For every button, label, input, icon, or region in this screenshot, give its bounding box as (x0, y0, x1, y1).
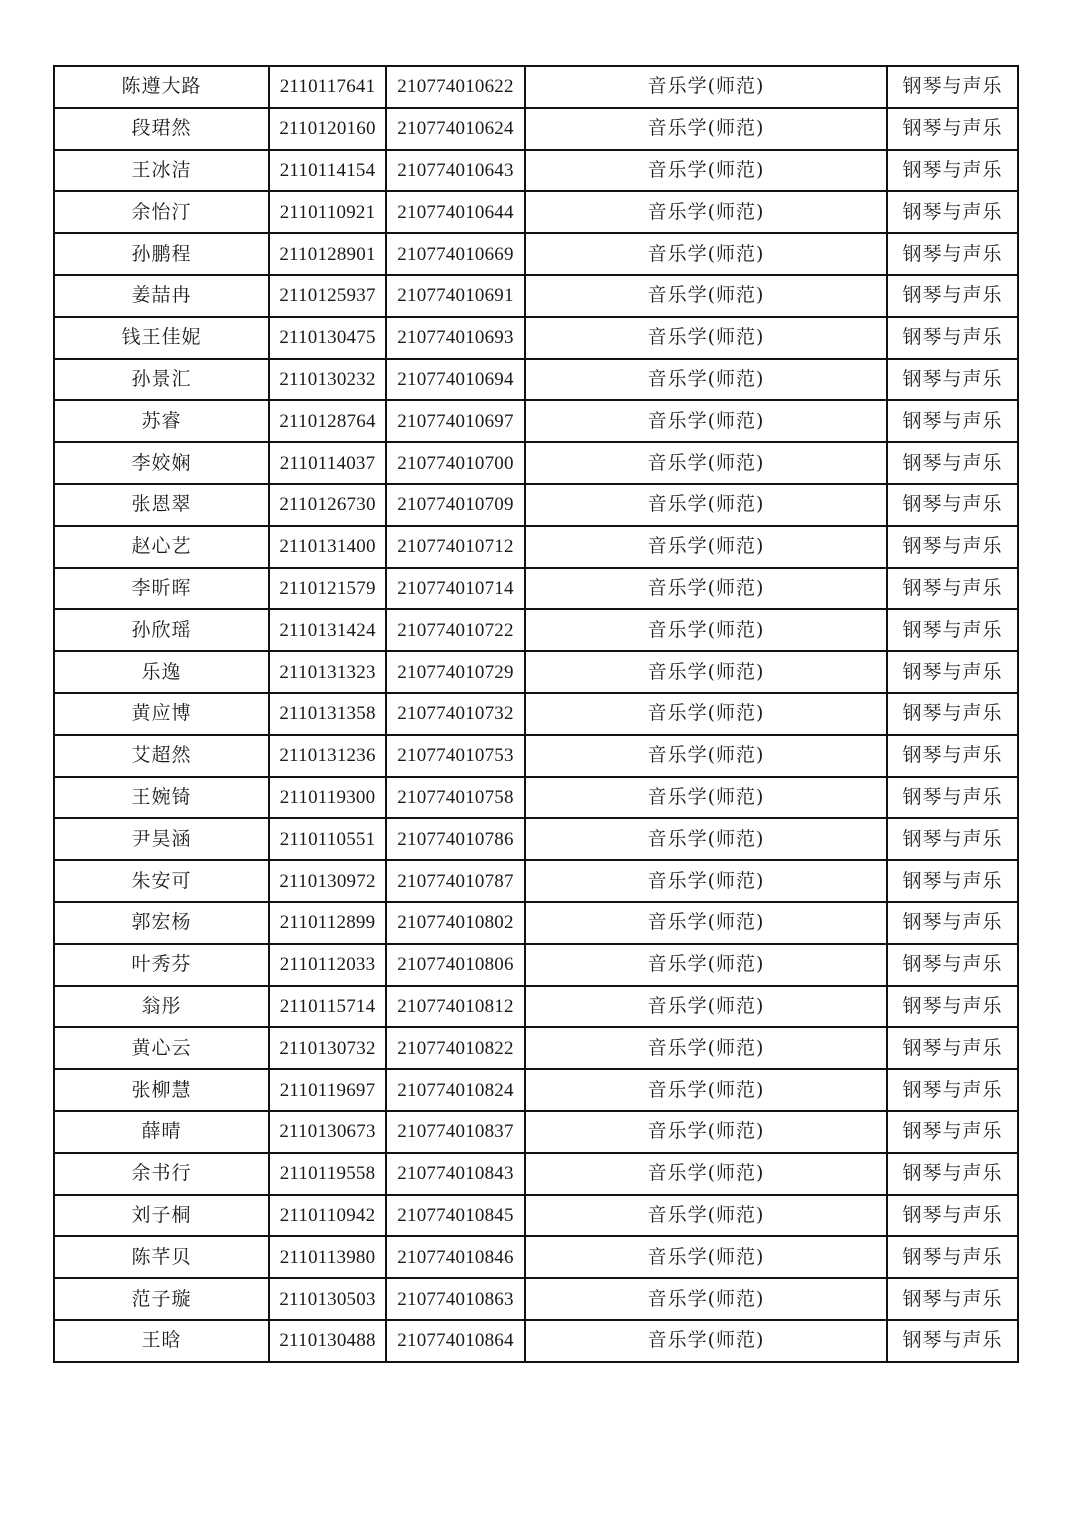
major-cell: 音乐学(师范) (525, 484, 887, 526)
exam-number-cell: 2110115714 (269, 986, 386, 1028)
table-row (54, 317, 1018, 359)
student-name-cell: 段珺然 (54, 108, 269, 150)
student-name-cell: 尹昊涵 (54, 818, 269, 860)
candidate-number-cell: 210774010732 (386, 693, 525, 735)
direction-cell: 钢琴与声乐 (887, 191, 1018, 233)
student-name-cell: 朱安可 (54, 860, 269, 902)
major-cell: 音乐学(师范) (525, 1195, 887, 1237)
major-cell: 音乐学(师范) (525, 526, 887, 568)
candidate-number-cell: 210774010697 (386, 400, 525, 442)
direction-cell: 钢琴与声乐 (887, 651, 1018, 693)
table-row (54, 568, 1018, 610)
direction-cell: 钢琴与声乐 (887, 233, 1018, 275)
direction-cell: 钢琴与声乐 (887, 400, 1018, 442)
direction-cell: 钢琴与声乐 (887, 1027, 1018, 1069)
exam-number-cell: 2110130673 (269, 1111, 386, 1153)
candidate-number-cell: 210774010864 (386, 1320, 525, 1362)
direction-cell: 钢琴与声乐 (887, 735, 1018, 777)
direction-cell: 钢琴与声乐 (887, 1320, 1018, 1362)
major-cell: 音乐学(师范) (525, 66, 887, 108)
student-name-cell: 范子璇 (54, 1278, 269, 1320)
candidate-number-cell: 210774010622 (386, 66, 525, 108)
major-cell: 音乐学(师范) (525, 902, 887, 944)
table-row (54, 1236, 1018, 1278)
direction-cell: 钢琴与声乐 (887, 66, 1018, 108)
major-cell: 音乐学(师范) (525, 1236, 887, 1278)
candidate-number-cell: 210774010837 (386, 1111, 525, 1153)
exam-number-cell: 2110128901 (269, 233, 386, 275)
candidate-number-cell: 210774010863 (386, 1278, 525, 1320)
student-name-cell: 艾超然 (54, 735, 269, 777)
table-row (54, 1027, 1018, 1069)
student-name-cell: 苏睿 (54, 400, 269, 442)
direction-cell: 钢琴与声乐 (887, 777, 1018, 819)
major-cell: 音乐学(师范) (525, 568, 887, 610)
candidate-number-cell: 210774010824 (386, 1069, 525, 1111)
candidate-number-cell: 210774010694 (386, 359, 525, 401)
direction-cell: 钢琴与声乐 (887, 860, 1018, 902)
major-cell: 音乐学(师范) (525, 1278, 887, 1320)
student-name-cell: 郭宏杨 (54, 902, 269, 944)
exam-number-cell: 2110114154 (269, 150, 386, 192)
table-row (54, 359, 1018, 401)
direction-cell: 钢琴与声乐 (887, 1236, 1018, 1278)
table-row (54, 1111, 1018, 1153)
major-cell: 音乐学(师范) (525, 777, 887, 819)
exam-number-cell: 2110131323 (269, 651, 386, 693)
candidate-number-cell: 210774010714 (386, 568, 525, 610)
major-cell: 音乐学(师范) (525, 442, 887, 484)
table-row (54, 944, 1018, 986)
student-name-cell: 王晗 (54, 1320, 269, 1362)
direction-cell: 钢琴与声乐 (887, 359, 1018, 401)
student-name-cell: 刘子桐 (54, 1195, 269, 1237)
exam-number-cell: 2110120160 (269, 108, 386, 150)
exam-number-cell: 2110110921 (269, 191, 386, 233)
table-row (54, 693, 1018, 735)
candidate-number-cell: 210774010758 (386, 777, 525, 819)
major-cell: 音乐学(师范) (525, 735, 887, 777)
candidate-number-cell: 210774010700 (386, 442, 525, 484)
exam-number-cell: 2110130503 (269, 1278, 386, 1320)
major-cell: 音乐学(师范) (525, 108, 887, 150)
direction-cell: 钢琴与声乐 (887, 1153, 1018, 1195)
direction-cell: 钢琴与声乐 (887, 609, 1018, 651)
exam-number-cell: 2110130475 (269, 317, 386, 359)
candidate-number-cell: 210774010729 (386, 651, 525, 693)
table-row (54, 902, 1018, 944)
major-cell: 音乐学(师范) (525, 359, 887, 401)
table-row (54, 986, 1018, 1028)
student-name-cell: 孙景汇 (54, 359, 269, 401)
table-row (54, 150, 1018, 192)
major-cell: 音乐学(师范) (525, 233, 887, 275)
student-name-cell: 薛晴 (54, 1111, 269, 1153)
document-page (53, 65, 1017, 1363)
table-row (54, 609, 1018, 651)
table-row (54, 275, 1018, 317)
table-row (54, 400, 1018, 442)
major-cell: 音乐学(师范) (525, 986, 887, 1028)
student-name-cell: 赵心艺 (54, 526, 269, 568)
candidate-number-cell: 210774010843 (386, 1153, 525, 1195)
candidate-number-cell: 210774010691 (386, 275, 525, 317)
direction-cell: 钢琴与声乐 (887, 484, 1018, 526)
student-name-cell: 陈芊贝 (54, 1236, 269, 1278)
student-name-cell: 乐逸 (54, 651, 269, 693)
table-row (54, 1195, 1018, 1237)
candidate-number-cell: 210774010712 (386, 526, 525, 568)
candidate-number-cell: 210774010812 (386, 986, 525, 1028)
exam-number-cell: 2110128764 (269, 400, 386, 442)
table-row (54, 818, 1018, 860)
exam-number-cell: 2110110551 (269, 818, 386, 860)
candidate-number-cell: 210774010624 (386, 108, 525, 150)
direction-cell: 钢琴与声乐 (887, 526, 1018, 568)
direction-cell: 钢琴与声乐 (887, 693, 1018, 735)
exam-number-cell: 2110119697 (269, 1069, 386, 1111)
direction-cell: 钢琴与声乐 (887, 442, 1018, 484)
student-name-cell: 陈遵大路 (54, 66, 269, 108)
direction-cell: 钢琴与声乐 (887, 568, 1018, 610)
exam-number-cell: 2110130488 (269, 1320, 386, 1362)
candidate-number-cell: 210774010753 (386, 735, 525, 777)
table-row (54, 191, 1018, 233)
major-cell: 音乐学(师范) (525, 150, 887, 192)
student-name-cell: 孙欣瑶 (54, 609, 269, 651)
student-name-cell: 余怡汀 (54, 191, 269, 233)
major-cell: 音乐学(师范) (525, 693, 887, 735)
direction-cell: 钢琴与声乐 (887, 944, 1018, 986)
major-cell: 音乐学(师范) (525, 1153, 887, 1195)
exam-number-cell: 2110130232 (269, 359, 386, 401)
candidate-number-cell: 210774010787 (386, 860, 525, 902)
major-cell: 音乐学(师范) (525, 818, 887, 860)
exam-number-cell: 2110131400 (269, 526, 386, 568)
exam-number-cell: 2110112033 (269, 944, 386, 986)
major-cell: 音乐学(师范) (525, 1027, 887, 1069)
exam-number-cell: 2110131236 (269, 735, 386, 777)
direction-cell: 钢琴与声乐 (887, 108, 1018, 150)
candidate-number-cell: 210774010644 (386, 191, 525, 233)
table-row (54, 484, 1018, 526)
table-row (54, 1153, 1018, 1195)
student-name-cell: 张恩翠 (54, 484, 269, 526)
major-cell: 音乐学(师范) (525, 1320, 887, 1362)
student-name-cell: 王冰洁 (54, 150, 269, 192)
student-name-cell: 黄应博 (54, 693, 269, 735)
major-cell: 音乐学(师范) (525, 191, 887, 233)
table-row (54, 233, 1018, 275)
candidate-number-cell: 210774010693 (386, 317, 525, 359)
table-row (54, 1278, 1018, 1320)
candidate-number-cell: 210774010669 (386, 233, 525, 275)
major-cell: 音乐学(师范) (525, 860, 887, 902)
table-row (54, 108, 1018, 150)
table-row (54, 1069, 1018, 1111)
student-name-cell: 黄心云 (54, 1027, 269, 1069)
exam-number-cell: 2110119558 (269, 1153, 386, 1195)
table-row (54, 860, 1018, 902)
major-cell: 音乐学(师范) (525, 1069, 887, 1111)
exam-number-cell: 2110117641 (269, 66, 386, 108)
direction-cell: 钢琴与声乐 (887, 150, 1018, 192)
candidate-number-cell: 210774010786 (386, 818, 525, 860)
table-body (54, 66, 1018, 1362)
student-name-cell: 孙鹏程 (54, 233, 269, 275)
major-cell: 音乐学(师范) (525, 275, 887, 317)
admission-list-table (53, 65, 1019, 1363)
exam-number-cell: 2110113980 (269, 1236, 386, 1278)
student-name-cell: 翁彤 (54, 986, 269, 1028)
student-name-cell: 钱王佳妮 (54, 317, 269, 359)
direction-cell: 钢琴与声乐 (887, 986, 1018, 1028)
candidate-number-cell: 210774010802 (386, 902, 525, 944)
exam-number-cell: 2110126730 (269, 484, 386, 526)
student-name-cell: 姜喆冉 (54, 275, 269, 317)
student-name-cell: 余书行 (54, 1153, 269, 1195)
candidate-number-cell: 210774010643 (386, 150, 525, 192)
candidate-number-cell: 210774010722 (386, 609, 525, 651)
exam-number-cell: 2110131424 (269, 609, 386, 651)
exam-number-cell: 2110119300 (269, 777, 386, 819)
student-name-cell: 李姣娴 (54, 442, 269, 484)
exam-number-cell: 2110131358 (269, 693, 386, 735)
student-name-cell: 李昕晖 (54, 568, 269, 610)
table-row (54, 1320, 1018, 1362)
major-cell: 音乐学(师范) (525, 609, 887, 651)
table-row (54, 442, 1018, 484)
exam-number-cell: 2110114037 (269, 442, 386, 484)
major-cell: 音乐学(师范) (525, 651, 887, 693)
direction-cell: 钢琴与声乐 (887, 1195, 1018, 1237)
exam-number-cell: 2110130732 (269, 1027, 386, 1069)
direction-cell: 钢琴与声乐 (887, 1069, 1018, 1111)
major-cell: 音乐学(师范) (525, 1111, 887, 1153)
candidate-number-cell: 210774010845 (386, 1195, 525, 1237)
table-row (54, 66, 1018, 108)
candidate-number-cell: 210774010846 (386, 1236, 525, 1278)
table-row (54, 777, 1018, 819)
student-name-cell: 张柳慧 (54, 1069, 269, 1111)
major-cell: 音乐学(师范) (525, 317, 887, 359)
table-row (54, 526, 1018, 568)
direction-cell: 钢琴与声乐 (887, 317, 1018, 359)
student-name-cell: 王婉锜 (54, 777, 269, 819)
exam-number-cell: 2110121579 (269, 568, 386, 610)
direction-cell: 钢琴与声乐 (887, 818, 1018, 860)
candidate-number-cell: 210774010822 (386, 1027, 525, 1069)
candidate-number-cell: 210774010806 (386, 944, 525, 986)
direction-cell: 钢琴与声乐 (887, 902, 1018, 944)
direction-cell: 钢琴与声乐 (887, 1111, 1018, 1153)
table-row (54, 735, 1018, 777)
exam-number-cell: 2110110942 (269, 1195, 386, 1237)
exam-number-cell: 2110112899 (269, 902, 386, 944)
major-cell: 音乐学(师范) (525, 944, 887, 986)
direction-cell: 钢琴与声乐 (887, 1278, 1018, 1320)
exam-number-cell: 2110130972 (269, 860, 386, 902)
major-cell: 音乐学(师范) (525, 400, 887, 442)
table-row (54, 651, 1018, 693)
direction-cell: 钢琴与声乐 (887, 275, 1018, 317)
exam-number-cell: 2110125937 (269, 275, 386, 317)
candidate-number-cell: 210774010709 (386, 484, 525, 526)
student-name-cell: 叶秀芬 (54, 944, 269, 986)
